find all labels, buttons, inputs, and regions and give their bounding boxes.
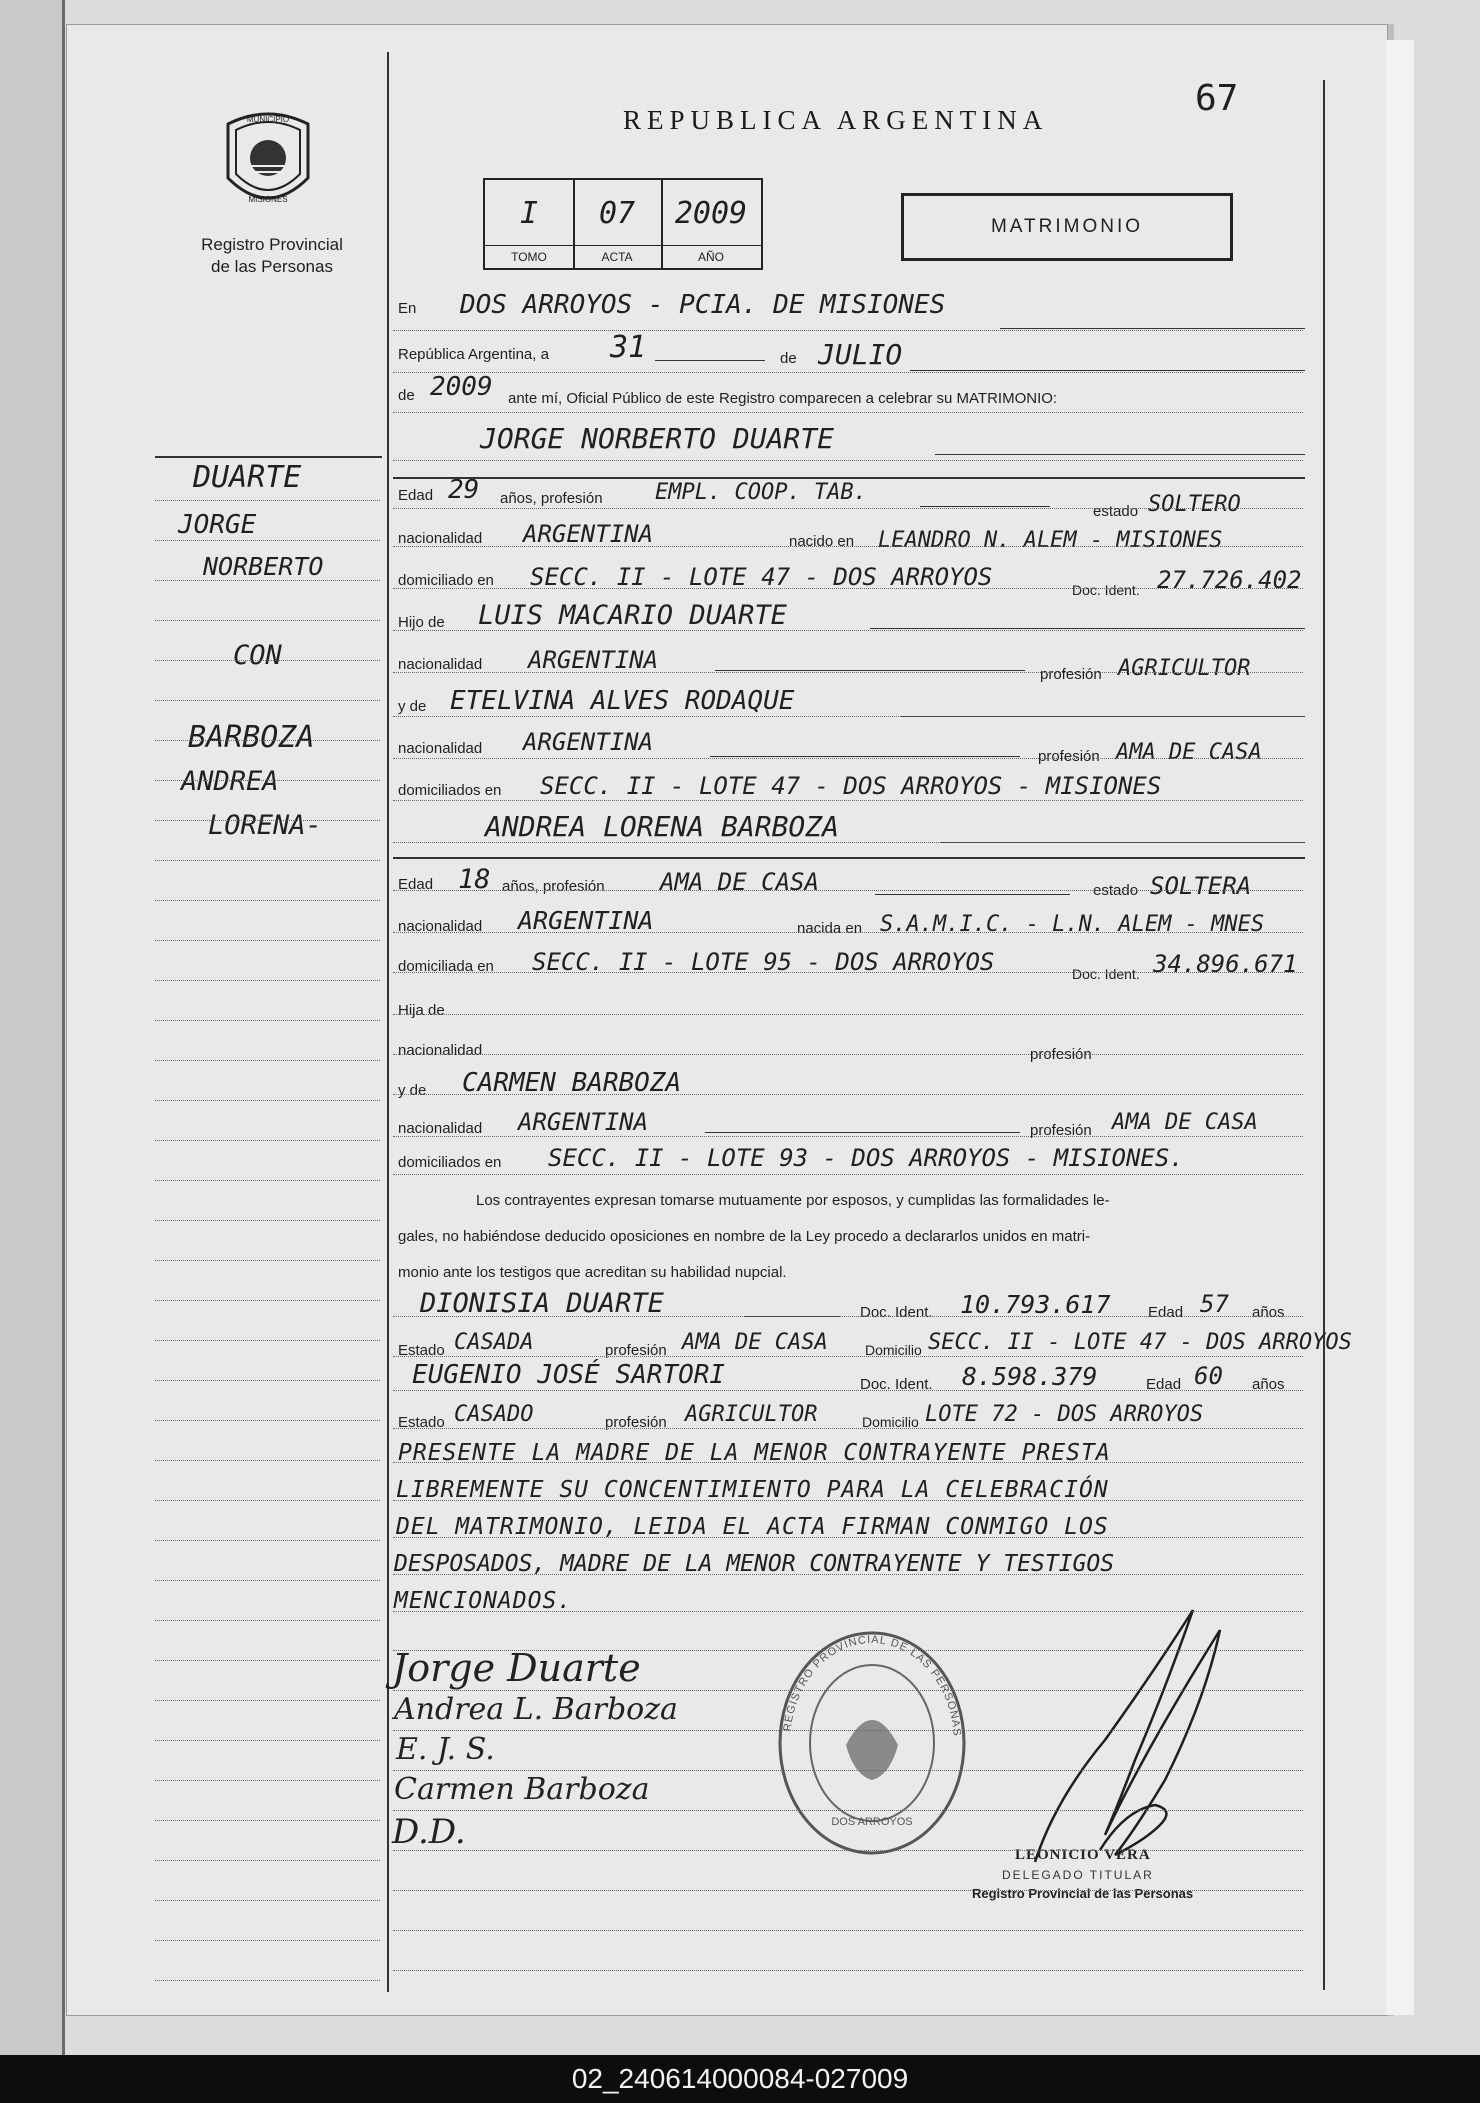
witness-2-anios-label: años (1252, 1376, 1285, 1393)
margin-rule (155, 1460, 380, 1461)
margin-rule (155, 1740, 380, 1741)
witness-2-domicilio-label: Domicilio (862, 1414, 919, 1430)
page-edge (1386, 40, 1414, 2015)
margin-separator (155, 456, 382, 458)
margin-rule (155, 1980, 380, 1981)
witness-1-edad-label: Edad (1148, 1304, 1184, 1321)
margin-rule (155, 1140, 380, 1141)
margin-surname-bride: BARBOZA (188, 720, 315, 755)
de-year-label: de (398, 387, 415, 404)
witness-1-profesion-label: profesión (605, 1342, 667, 1359)
body-rule (393, 546, 1303, 547)
edad-label: Edad (398, 487, 434, 504)
witness-2-edad-label: Edad (1146, 1376, 1182, 1393)
signature-bride: Andrea L. Barboza (394, 1692, 678, 1727)
witness-2-estado-label: Estado (398, 1414, 445, 1431)
bride-doc: 34.896.671 (1153, 950, 1298, 978)
bride-nacionalidad: ARGENTINA (518, 906, 654, 935)
body-rule (393, 1810, 1303, 1811)
body-rule (393, 1574, 1303, 1575)
previous-page-edge (0, 0, 65, 2055)
anio-value: 2009 (674, 196, 748, 231)
body-rule (393, 758, 1303, 759)
official-name: LEONICIO VERA (1015, 1847, 1151, 1863)
tomo-value: I (519, 196, 539, 231)
signature-groom: Jorge Duarte (392, 1646, 641, 1690)
body-rule (393, 1850, 1303, 1851)
margin-rule (155, 1220, 380, 1221)
margin-rule (155, 740, 380, 741)
hijo-label: Hijo de (398, 614, 445, 631)
body-rule (393, 972, 1303, 973)
bride-doc-label: Doc. Ident. (1072, 966, 1140, 982)
body-rule (393, 1054, 1303, 1055)
witness-2-doc: 8.598.379 (962, 1362, 1098, 1391)
body-rule (393, 1390, 1303, 1391)
margin-rule (155, 820, 380, 821)
body-rule (393, 1690, 1303, 1691)
anios-profesion-label: años, profesión (500, 490, 603, 507)
witness-1-name: DIONISIA DUARTE (420, 1288, 664, 1319)
estado-label: estado (1093, 503, 1139, 520)
round-stamp-text: REGISTRO PROVINCIAL DE LAS PERSONAS (781, 1633, 963, 1738)
ante-text: ante mí, Oficial Público de este Registro comparecen a celebrar su MATRIMONIO: (508, 390, 1058, 407)
tomo-label: TOMO (485, 245, 573, 268)
body-rule (393, 890, 1303, 891)
bride-edad-label: Edad (398, 876, 434, 893)
body-rule (393, 1970, 1303, 1971)
body-rule (393, 412, 1303, 413)
margin-rule (155, 580, 380, 581)
act-type-box: MATRIMONIO (901, 193, 1233, 261)
note-line-5: MENCIONADOS. (394, 1588, 573, 1614)
margin-rule (155, 1340, 380, 1341)
witness-1-profesion: AMA DE CASA (682, 1330, 828, 1355)
section-separator (393, 857, 1305, 859)
registry-name: Registro Provincial de las Personas (201, 235, 343, 276)
body-rule (393, 1174, 1303, 1175)
margin-name-bride-1: ANDREA (181, 766, 279, 797)
body-rule (393, 1611, 1303, 1612)
body-rule (393, 842, 1303, 843)
witness-1-doc: 10.793.617 (960, 1290, 1111, 1319)
margin-rule (155, 1700, 380, 1701)
seal-top-text: MUNICIPIO (246, 115, 290, 124)
official-org: Registro Provincial de las Personas (972, 1886, 1194, 1901)
round-stamp-icon (772, 1625, 972, 1861)
margin-rule (155, 1420, 380, 1421)
body-rule (393, 1462, 1303, 1463)
witness-1-edad: 57 (1200, 1290, 1229, 1318)
de-label: de (780, 350, 797, 367)
witness-2-name: EUGENIO JOSÉ SARTORI (412, 1360, 726, 1390)
body-rule (393, 1890, 1303, 1891)
body-rule (393, 1770, 1303, 1771)
margin-rule (155, 1380, 380, 1381)
witness-1-estado: CASADA (454, 1330, 534, 1355)
domiciliado-label: domiciliado en (398, 572, 494, 589)
body-rule (393, 1136, 1303, 1137)
body-rule (393, 1014, 1303, 1015)
right-border (1323, 80, 1325, 1990)
body-rule (393, 1730, 1303, 1731)
republica-label: República Argentina, a (398, 346, 549, 363)
witness-1-doc-label: Doc. Ident. (860, 1304, 933, 1321)
body-rule (393, 508, 1303, 509)
witness-2-doc-label: Doc. Ident. (860, 1376, 933, 1393)
body-rule (393, 330, 1303, 331)
body-rule (393, 800, 1303, 801)
body-rule (393, 1650, 1303, 1651)
margin-rule (155, 1180, 380, 1181)
margin-rule (155, 540, 380, 541)
en-label: En (398, 300, 417, 317)
groom-father: LUIS MACARIO DUARTE (478, 600, 787, 631)
bride-profesion: AMA DE CASA (660, 868, 819, 896)
acta-label: ACTA (573, 245, 661, 268)
body-rule (393, 716, 1303, 717)
provincial-seal-icon (218, 108, 318, 220)
groom-nacionalidad: ARGENTINA (523, 520, 654, 548)
bride-father-nacionalidad-label: nacionalidad (398, 1042, 483, 1059)
margin-rule (155, 1860, 380, 1861)
margin-name-groom-1: JORGE (178, 510, 257, 540)
groom-parents-domicilio: SECC. II - LOTE 47 - DOS ARROYOS - MISIONES (540, 772, 1162, 800)
body-rule (393, 932, 1303, 933)
margin-rule (155, 1540, 380, 1541)
groom-father-profesion: AGRICULTOR (1118, 656, 1251, 681)
margin-rule (155, 1100, 380, 1101)
declaration-line-1: Los contrayentes expresan tomarse mutuamente por esposos, y cumplidas las formalidades le- (476, 1192, 1110, 1209)
body-rule (393, 588, 1303, 589)
body-rule (393, 372, 1303, 373)
note-line-1: PRESENTE LA MADRE DE LA MENOR CONTRAYENTE PRESTA (398, 1440, 1111, 1466)
place: DOS ARROYOS - PCIA. DE MISIONES (460, 290, 946, 320)
doc-label: Doc. Ident. (1072, 582, 1140, 598)
body-rule (393, 1316, 1303, 1317)
seal-bottom-text: MISIONES (248, 195, 288, 204)
margin-rule (155, 500, 380, 501)
page-number: 67 (1195, 78, 1239, 119)
witness-1-domicilio: SECC. II - LOTE 47 - DOS ARROYOS (928, 1330, 1352, 1355)
margin-rule (155, 1020, 380, 1021)
bride-mother-nacionalidad: ARGENTINA (518, 1108, 649, 1136)
bride-y-de-label: y de (398, 1082, 427, 1099)
body-rule (393, 1500, 1303, 1501)
official-title: DELEGADO TITULAR (1002, 1868, 1154, 1882)
column-divider (387, 52, 389, 1992)
groom-edad: 29 (448, 475, 480, 505)
signature-mother: Carmen Barboza (394, 1772, 650, 1807)
margin-rule (155, 1900, 380, 1901)
bride-father-profesion-label: profesión (1030, 1046, 1092, 1063)
margin-rule (155, 1620, 380, 1621)
signature-witness-1: D.D. (392, 1812, 466, 1852)
official-signature (1015, 1600, 1245, 1870)
margin-rule (155, 780, 380, 781)
round-stamp-inner: DOS ARROYOS (831, 1816, 913, 1828)
margin-name-bride-2: LORENA- (208, 810, 322, 841)
margin-rule (155, 700, 380, 701)
domiciliada-label: domiciliada en (398, 958, 494, 975)
mother-nacionalidad-label: nacionalidad (398, 740, 483, 757)
groom-domicilio: SECC. II - LOTE 47 - DOS ARROYOS (530, 563, 993, 591)
bride-estado: SOLTERA (1150, 872, 1252, 900)
note-line-4: DESPOSADOS, MADRE DE LA MENOR CONTRAYENTE Y TESTIGOS (394, 1551, 1115, 1577)
bride-mother-profesion-label: profesión (1030, 1122, 1092, 1139)
margin-rule (155, 1820, 380, 1821)
y-de-label: y de (398, 698, 427, 715)
bride-nacionalidad-label: nacionalidad (398, 918, 483, 935)
bride-edad: 18 (458, 864, 491, 895)
margin-rule (155, 900, 380, 901)
file-id-footer: 02_240614000084-027009 (0, 2055, 1480, 2103)
witness-1-domicilio-label: Domicilio (865, 1342, 922, 1358)
margin-rule (155, 940, 380, 941)
declaration-line-3: monio ante los testigos que acreditan su habilidad nupcial. (398, 1264, 787, 1281)
groom-mother: ETELVINA ALVES RODAQUE (450, 686, 795, 716)
record-number-box (483, 178, 763, 270)
groom-estado: SOLTERO (1148, 492, 1241, 517)
groom-father-nacionalidad: ARGENTINA (528, 646, 659, 674)
year: 2009 (430, 372, 493, 402)
margin-name-groom-2: NORBERTO (203, 552, 324, 581)
groom-name: JORGE NORBERTO DUARTE (480, 422, 835, 455)
groom-mother-profesion: AMA DE CASA (1116, 740, 1262, 765)
margin-rule (155, 860, 380, 861)
bride-mother-nacionalidad-label: nacionalidad (398, 1120, 483, 1137)
body-rule (393, 630, 1303, 631)
body-rule (393, 1428, 1303, 1429)
groom-profesion: EMPL. COOP. TAB. (655, 480, 867, 505)
witness-2-edad: 60 (1194, 1362, 1223, 1390)
margin-surname-groom: DUARTE (193, 460, 302, 495)
parents-dom-label: domiciliados en (398, 782, 502, 799)
margin-rule (155, 1940, 380, 1941)
margin-rule (155, 1060, 380, 1061)
witness-1-estado-label: Estado (398, 1342, 445, 1359)
body-rule (393, 672, 1303, 673)
witness-2-profesion-label: profesión (605, 1414, 667, 1431)
margin-rule (155, 660, 380, 661)
margin-rule (155, 620, 380, 621)
bride-estado-label: estado (1093, 882, 1139, 899)
witness-2-domicilio: LOTE 72 - DOS ARROYOS (925, 1402, 1204, 1427)
day: 31 (610, 330, 647, 365)
witness-1-anios-label: años (1252, 1304, 1285, 1321)
signature-witness-2: E. J. S. (396, 1732, 495, 1767)
bride-mother: CARMEN BARBOZA (462, 1068, 682, 1098)
margin-rule (155, 1660, 380, 1661)
body-rule (393, 460, 1303, 461)
groom-doc: 27.726.402 (1157, 566, 1302, 594)
declaration-line-2: gales, no habiéndose deducido oposiciones en nombre de la Ley procedo a declararlos unidos en matri- (398, 1228, 1091, 1245)
margin-rule (155, 1300, 380, 1301)
margin-rule (155, 1580, 380, 1581)
body-rule (393, 1356, 1303, 1357)
mother-profesion-label: profesión (1038, 748, 1100, 765)
body-rule (393, 1930, 1303, 1931)
witness-2-profesion: AGRICULTOR (685, 1402, 818, 1427)
note-line-3: DEL MATRIMONIO, LEIDA EL ACTA FIRMAN CONMIGO LOS (396, 1514, 1109, 1540)
nacionalidad-label: nacionalidad (398, 530, 483, 547)
bride-domicilio: SECC. II - LOTE 95 - DOS ARROYOS (532, 948, 995, 976)
bride-anios-profesion-label: años, profesión (502, 878, 605, 895)
witness-2-estado: CASADO (454, 1402, 534, 1427)
body-rule (393, 1094, 1303, 1095)
margin-rule (155, 1780, 380, 1781)
bride-parents-dom-label: domiciliados en (398, 1154, 502, 1171)
margin-rule (155, 1260, 380, 1261)
bride-parents-domicilio: SECC. II - LOTE 93 - DOS ARROYOS - MISIONES. (548, 1144, 1184, 1172)
bride-nacida-en: S.A.M.I.C. - L.N. ALEM - MNES (880, 912, 1265, 937)
groom-nacido-en: LEANDRO N. ALEM - MISIONES (878, 528, 1223, 553)
nacida-label: nacida en (797, 920, 863, 937)
father-profesion-label: profesión (1040, 666, 1102, 683)
groom-mother-nacionalidad: ARGENTINA (523, 728, 654, 756)
father-nacionalidad-label: nacionalidad (398, 656, 483, 673)
bride-name: ANDREA LORENA BARBOZA (485, 810, 840, 843)
margin-rule (155, 1500, 380, 1501)
anio-label: AÑO (661, 245, 761, 268)
bride-mother-profesion: AMA DE CASA (1112, 1110, 1258, 1135)
note-line-2: LIBREMENTE SU CONCENTIMIENTO PARA LA CELEBRACIÓN (396, 1477, 1109, 1503)
country-title: REPUBLICA ARGENTINA (623, 105, 1049, 135)
section-separator (393, 477, 1305, 479)
hija-label: Hija de (398, 1002, 445, 1019)
nacido-label: nacido en (789, 533, 855, 550)
month: JULIO (818, 338, 903, 371)
margin-con: CON (233, 640, 282, 671)
acta-value: 07 (598, 196, 636, 231)
margin-rule (155, 980, 380, 981)
body-rule (393, 1537, 1303, 1538)
